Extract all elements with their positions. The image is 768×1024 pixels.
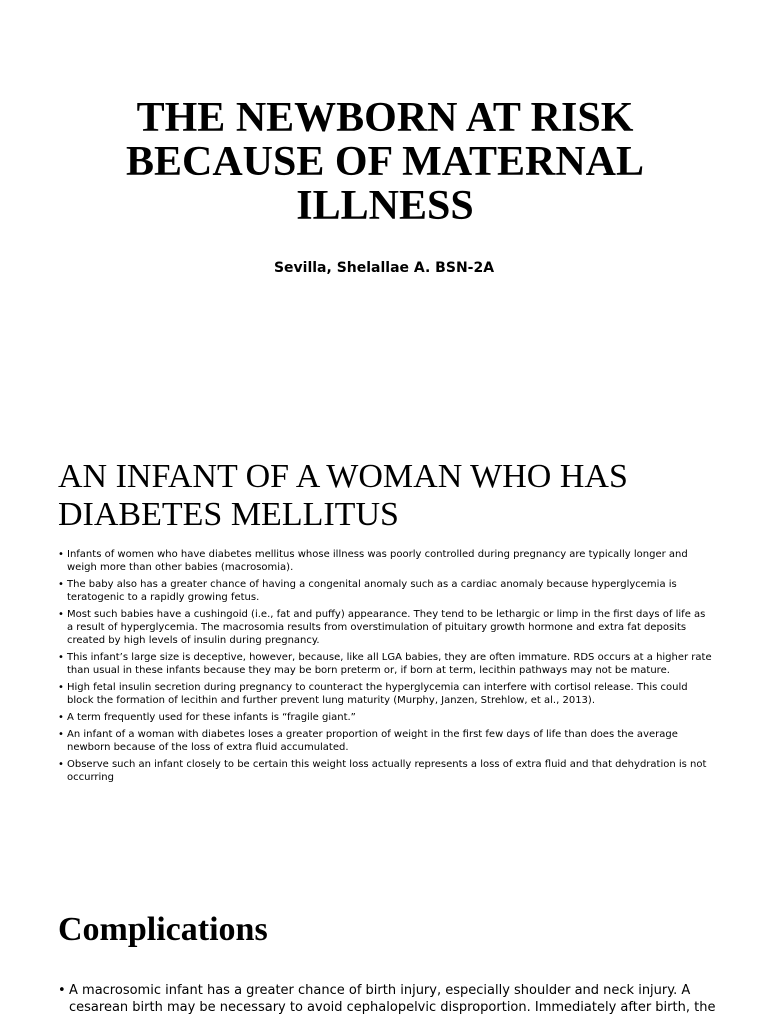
bullet-icon: • <box>58 609 64 620</box>
bullet-item <box>58 548 713 574</box>
bullet-text: A term frequently used for these infants is “fragile giant.” <box>67 712 356 723</box>
bullet-text: Most such babies have a cushingoid (i.e., fat and puffy) appearance. They tend to be lethargic or limp in the first days of life as a result of hyperglycemia. The macrosomia results from overstimulation of pituitary growth hormone and extra fat deposits created by high levels of insulin during pregnancy. <box>67 609 706 646</box>
slide-heading: AN INFANT OF A WOMAN WHO HAS DIABETES MELLITUS <box>58 458 628 533</box>
bullet-text: A macrosomic infant has a greater chance of birth injury, especially shoulder and neck injury. A cesarean birth may be necessary to avoid cephalopelvic disproportion. Immediately after birth, the <box>69 983 716 1015</box>
bullet-list <box>58 548 713 788</box>
bullet-text: Infants of women who have diabetes mellitus whose illness was poorly controlled during pregnancy are typically longer and weigh more than other babies (macrosomia). <box>67 549 688 573</box>
bullet-icon: • <box>58 579 64 590</box>
bullet-item <box>58 651 713 677</box>
bullet-item <box>58 728 713 754</box>
slide-heading: Complications <box>58 911 268 948</box>
bullet-text: High fetal insulin secretion during pregnancy to counteract the hyperglycemia can interfere with cortisol release. This could block the formation of lecithin and further prevent lung maturity (Murphy, Janzen, Strehlow, et al., 2013). <box>67 682 688 706</box>
bullet-item <box>58 982 718 1016</box>
bullet-icon: • <box>58 729 64 740</box>
bullet-list <box>58 982 718 1016</box>
bullet-item <box>58 578 713 604</box>
slide-author: Sevilla, Shelallae A. BSN-2A <box>273 260 495 276</box>
bullet-icon: • <box>58 759 64 770</box>
bullet-icon: • <box>58 549 64 560</box>
bullet-item <box>58 711 713 724</box>
bullet-text: Observe such an infant closely to be certain this weight loss actually represents a loss of extra fluid and that dehydration is not occurring <box>67 759 707 783</box>
bullet-icon: • <box>58 983 66 998</box>
slide-complications <box>0 860 768 1024</box>
bullet-icon: • <box>58 652 64 663</box>
slide-diabetes <box>0 420 768 860</box>
bullet-item <box>58 758 713 784</box>
bullet-text: The baby also has a greater chance of having a congenital anomaly such as a cardiac anomaly because hyperglycemia is teratogenic to a rapidly growing fetus. <box>67 579 677 603</box>
bullet-text: This infant’s large size is deceptive, however, because, like all LGA babies, they are often immature. RDS occurs at a higher rate than usual in these infants because they may be born preterm or, if born at term, lecithin pathways may not be mature. <box>67 652 712 676</box>
bullet-icon: • <box>58 712 64 723</box>
bullet-item <box>58 608 713 647</box>
slide-title <box>0 0 768 420</box>
bullet-item <box>58 681 713 707</box>
bullet-text: An infant of a woman with diabetes loses a greater proportion of weight in the first few days of life than does the average newborn because of the loss of extra fluid accumulated. <box>67 729 678 753</box>
bullet-icon: • <box>58 682 64 693</box>
slide-title-heading: THE NEWBORN AT RISK BECAUSE OF MATERNAL ILLNESS <box>125 95 645 229</box>
